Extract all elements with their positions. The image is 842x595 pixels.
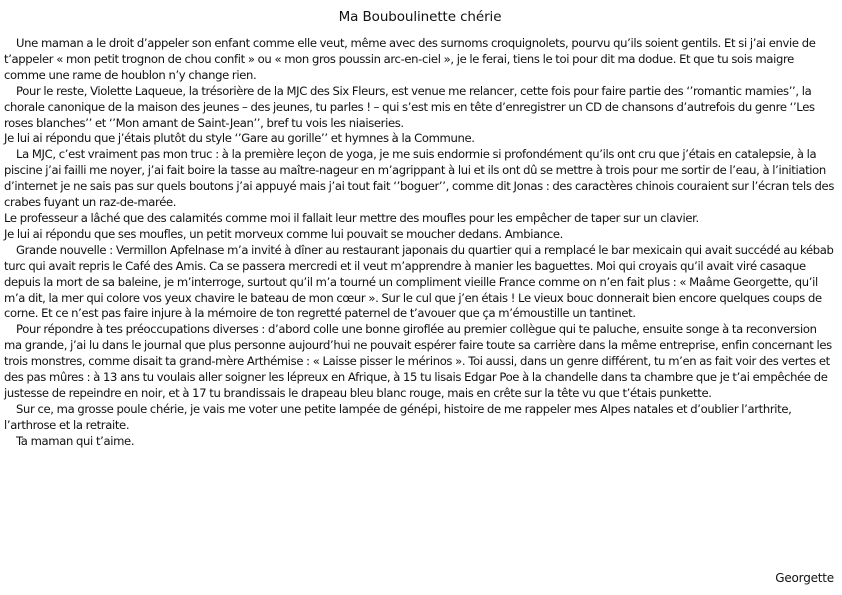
paragraph-reply-professor: Je lui ai répondu que ses moufles, un petit morveux comme lui pouvait se moucher dedans. Ambiance. (4, 226, 564, 241)
paragraph-genepi: Sur ce, ma grosse poule chérie, je vais me voter une petite lampée de génépi, histoire de me rappeler mes Alpes natales et d’oublier l’arthrite, l’arthrose et la retraite. (4, 401, 792, 432)
paragraph-closing: Ta maman qui t’aime. (16, 433, 135, 448)
paragraph-reply-chorale: Je lui ai répondu que j’étais plutôt du style ‘’Gare au gorille’’ et hymnes à la Commune. (4, 131, 475, 146)
paragraph-preoccupations: Pour répondre à tes préoccupations diverses : d’abord colle une bonne giroflée au premier collègue qui te paluche, ensuite songe à ta reconversion ma grande, j’ai lu dans le journal que plus personne aujourd’hui ne pouvait espérer faire toute sa carrière dans la même entreprise, enfin concernant les trois monstres, comme disait ta grand-mère Arthémise : « Laisse pisser le mérinos ». Toi aussi, dans un genre différent, tu m’en as fait voir des vertes et des pas mûres : à 13 ans tu voulais aller soigner les lépreux en Afrique, à 15 tu lisais Edgar Poe à la chandelle dans ta chambre que je t’ai empêchée de justesse de repeindre en noir, et à 17 tu brandissais le drapeau bleu blanc rouge, mais en crête sur la tête vu que t’étais punkette. (4, 322, 832, 400)
paragraph-mjc: La MJC, c’est vraiment pas mon truc : à la première leçon de yoga, je me suis endormie si profondément qu’ils ont cru que j’étais en catalepsie, à la piscine j’ai failli me noyer, j’ai fait boire la tasse au maître-nageur en m’agrippant à lui et ils ont dû se mettre à trois pour me sortir de l’eau, à l’initiation d’internet je ne sais pas sur quels boutons j’ai appuyé mais j’ai tout fait ‘’boguer’’, comme dit Jonas : des caractères chinois couraient sur l’écran tels des crabes fuyant un raz-de-marée. (4, 147, 835, 210)
letter-page (4, 8, 836, 450)
letter-title: Ma Bouboulinette chérie (338, 9, 502, 25)
paragraph-nicknames: Une maman a le droit d’appeler son enfant comme elle veut, même avec des surnoms croquignolets, pourvu qu’ils soient gentils. Et si j’ai envie de t’appeler « mon petit trognon de chou confit » ou « mon gros poussin arc-en-ciel », je le ferai, tiens le toi pour dit ma dodue. Et que tu sois maigre comme une rame de houblon n’y change rien. (4, 36, 816, 82)
paragraph-grande-nouvelle: Grande nouvelle : Vermillon Apfelnase m’a invité à dîner au restaurant japonais du quartier qui a remplacé le bar mexicain qui avait succédé au kébab turc qui avait repris le Café des Amis. Ca se passera mercredi et il veut m’apprendre à manier les baguettes. Moi qui croyais qu’il avait viré casaque depuis la mort de sa baleine, je m’interroge, surtout qu’il m’a tourné un compliment vieille France comme on n’en fait plus : « Maâme Georgette, qu’il m’a dit, la mer qui colore vos yeux chavire le bateau de mon cœur ». Sur le cul que j’en étais ! Le vieux bouc donnerait bien encore quelques coups de corne. Et ce n’est pas faire injure à la mémoire de ton regretté paternel de t’avouer que ça m’émoustille un tantinet. (4, 242, 834, 321)
paragraph-chorale: Pour le reste, Violette Laqueue, la trésorière de la MJC des Six Fleurs, est venue me relancer, cette fois pour faire partie des ‘’romantic mamies’’, la chorale canonique de la maison des jeunes – des jeunes, tu parles ! – qui s’est mis en tête d’enregistrer un CD de chansons d’autrefois du genre ‘’Les roses blanches’’ et ‘’Mon amant de Saint-Jean’’, bref tu vois les niaiseries. (4, 83, 815, 130)
paragraph-professor: Le professeur a lâché que des calamités comme moi il fallait leur mettre des moufles pour les empêcher de taper sur un clavier. (4, 210, 699, 225)
signature: Georgette (775, 571, 834, 585)
